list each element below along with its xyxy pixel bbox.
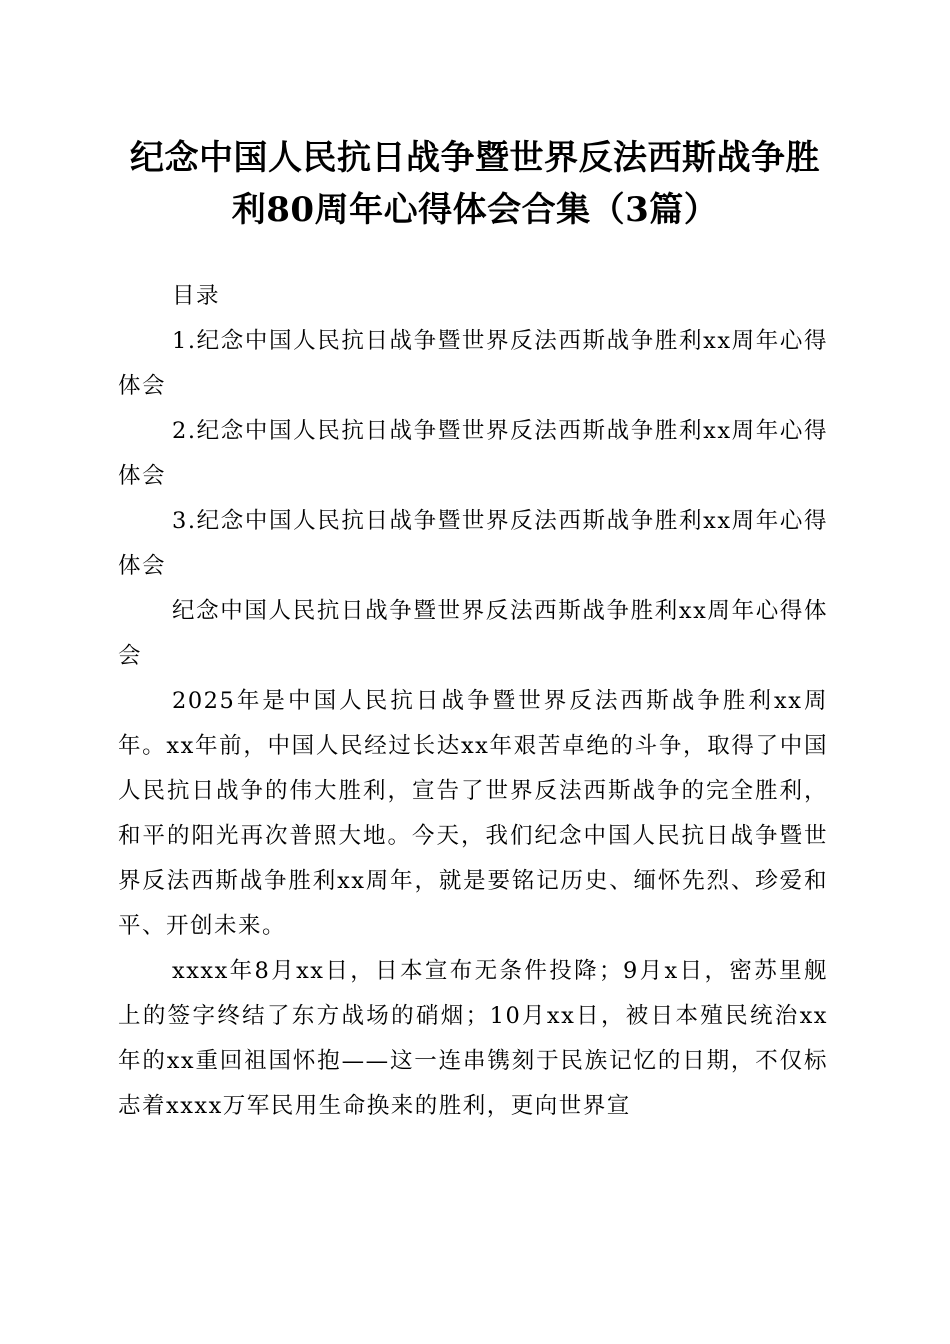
document-title bbox=[110, 132, 840, 236]
title-line-1: 纪念中国人民抗日战争暨世界反法西斯战争胜 bbox=[130, 138, 820, 178]
body-paragraph-1: 2025年是中国人民抗日战争暨世界反法西斯战争胜利xx周年。xx年前，中国人民经过长达xx年艰苦卓绝的斗争，取得了中国人民抗日战争的伟大胜利，宣告了世界反法西斯战争的完全胜利，和平的阳光再次普照大地。今天，我们纪念中国人民抗日战争暨世界反法西斯战争胜利xx周年，就是要铭记历史、缅怀先烈、珍爱和平、开创未来。 bbox=[118, 688, 828, 939]
toc-item-3: 3.纪念中国人民抗日战争暨世界反法西斯战争胜利xx周年心得体会 bbox=[118, 508, 828, 579]
section-title: 纪念中国人民抗日战争暨世界反法西斯战争胜利xx周年心得体会 bbox=[118, 598, 828, 669]
body-paragraph-2: xxxx年8月xx日，日本宣布无条件投降；9月x日，密苏里舰上的签字终结了东方战场的硝烟；10月xx日，被日本殖民统治xx年的xx重回祖国怀抱——这一连串镌刻于民族记忆的日期，不仅标志着xxxx万军民用生命换来的胜利，更向世界宣 bbox=[118, 958, 828, 1119]
toc-item-1: 1.纪念中国人民抗日战争暨世界反法西斯战争胜利xx周年心得体会 bbox=[118, 328, 828, 399]
toc-heading: 目录 bbox=[172, 283, 221, 309]
title-line-2: 利80周年心得体会合集（3篇） bbox=[231, 190, 719, 230]
toc-item-2: 2.纪念中国人民抗日战争暨世界反法西斯战争胜利xx周年心得体会 bbox=[118, 418, 828, 489]
document-body bbox=[118, 274, 828, 1129]
